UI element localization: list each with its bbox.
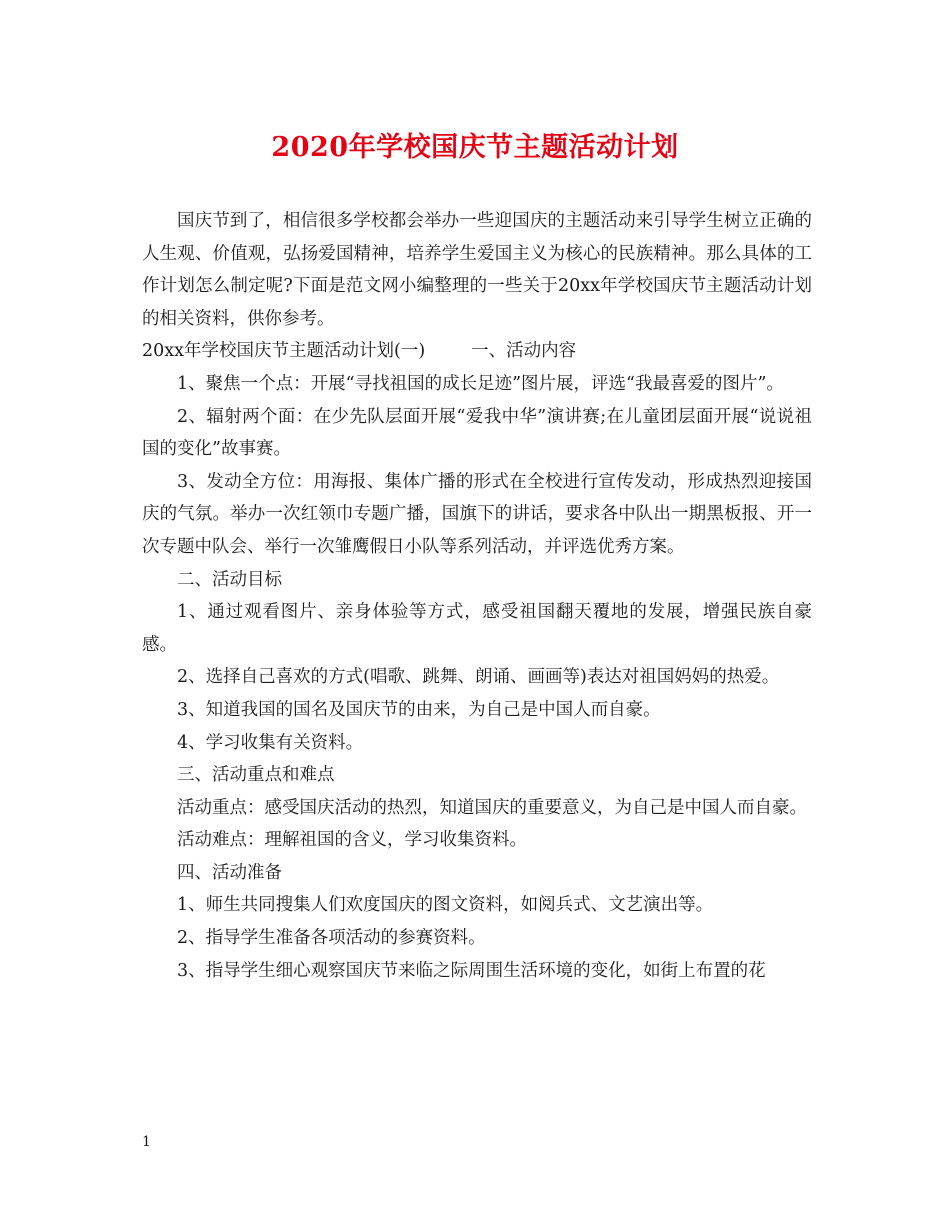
plan-heading: 20xx年学校国庆节主题活动计划(一) [142, 341, 426, 362]
preparation-item-2: 2、指导学生准备各项活动的参赛资料。 [177, 928, 486, 949]
section-heading-goals: 二、活动目标 [177, 569, 282, 590]
key-point: 活动重点：感受国庆活动的热烈，知道国庆的重要意义，为自己是中国人而自豪。 [177, 797, 807, 818]
preparation-item-3: 3、指导学生细心观察国庆节来临之际周围生活环境的变化，如街上布置的花 [177, 960, 766, 981]
page-title: 2020年学校国庆节主题活动计划 [271, 132, 679, 163]
section-heading-content: 一、活动内容 [471, 341, 577, 362]
goal-item-3: 3、知道我国的国名及国庆节的由来，为自己是中国人而自豪。 [177, 699, 661, 720]
section-heading-preparation: 四、活动准备 [177, 862, 282, 883]
intro-paragraph: 国庆节到了，相信很多学校都会举办一些迎国庆的主题活动来引导学生树立正确的人生观、价值观，弘扬爱国精神，培养学生爱国主义为核心的民族精神。那么具体的工作计划怎么制定呢?下面是范文网小编整理的一些关于20xx年学校国庆节主题活动计划的相关资料，供你参考。 [142, 211, 812, 329]
document-body [142, 205, 812, 987]
section-heading-key-points: 三、活动重点和难点 [177, 765, 335, 786]
plan-heading-line [142, 335, 812, 368]
content-item-1: 1、聚焦一个点：开展“寻找祖国的成长足迹”图片展，评选“我最喜爱的图片”。 [177, 373, 784, 394]
preparation-item-1: 1、师生共同搜集人们欢度国庆的图文资料，如阅兵式、文艺演出等。 [177, 895, 714, 916]
goal-item-4: 4、学习收集有关资料。 [177, 732, 364, 753]
content-item-2: 2、辐射两个面：在少先队层面开展“爱我中华”演讲赛;在儿童团层面开展“说说祖国的变化”故事赛。 [142, 406, 812, 460]
goal-item-2: 2、选择自己喜欢的方式(唱歌、跳舞、朗诵、画画等)表达对祖国妈妈的热爱。 [177, 667, 780, 688]
page-number: 1 [142, 1134, 151, 1150]
content-item-3: 3、发动全方位：用海报、集体广播的形式在全校进行宣传发动，形成热烈迎接国庆的气氛。举办一次红领巾专题广播，国旗下的讲话，要求各中队出一期黑板报、开一次专题中队会、举行一次雏鹰假日小队等系列活动，并评选优秀方案。 [142, 471, 812, 557]
goal-item-1: 1、通过观看图片、亲身体验等方式，感受祖国翻天覆地的发展，增强民族自豪感。 [142, 602, 812, 655]
difficulty-point: 活动难点：理解祖国的含义，学习收集资料。 [177, 830, 527, 851]
